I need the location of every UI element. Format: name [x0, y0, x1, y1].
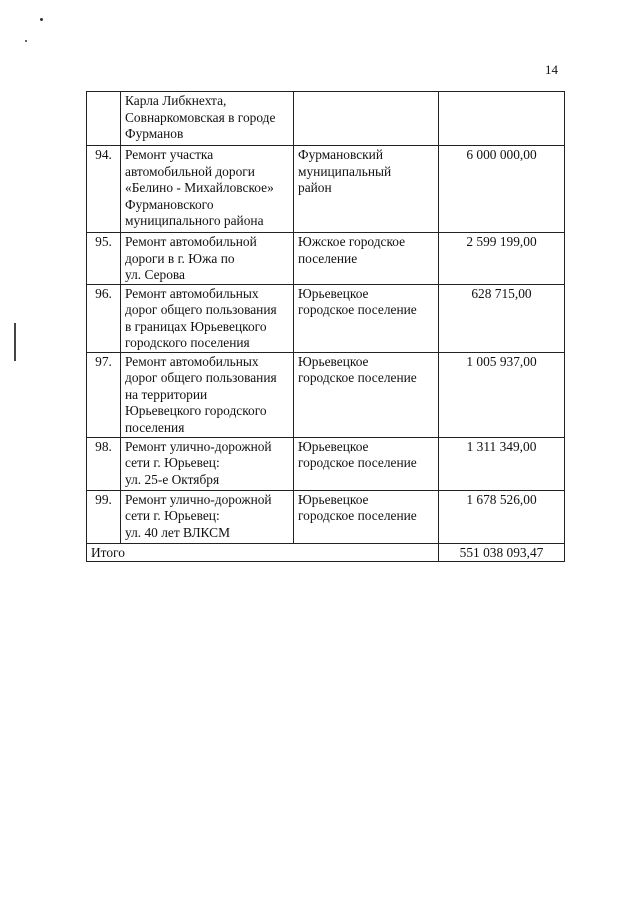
row-number: 94.: [87, 146, 121, 233]
total-amount: 551 038 093,47: [439, 543, 565, 562]
recipient: Южское городское поселение: [294, 233, 439, 285]
recipient: Юрьевецкое городское поселение: [294, 284, 439, 352]
work-description: Ремонт автомобильных дорог общего пользования в границах Юрьевецкого городского поселения: [121, 284, 294, 352]
recipient: Фурмановский муниципальный район: [294, 146, 439, 233]
work-description: Ремонт автомобильной дороги в г. Южа по ул. Серова: [121, 233, 294, 285]
amount: 628 715,00: [439, 284, 565, 352]
work-description: Ремонт улично-дорожной сети г. Юрьевец: ул. 40 лет ВЛКСМ: [121, 490, 294, 543]
work-description: Ремонт участка автомобильной дороги «Белино - Михайловское» Фурмановского муниципального района: [121, 146, 294, 233]
row-number: 97.: [87, 352, 121, 437]
total-row: [87, 543, 565, 562]
scan-speck: [40, 18, 43, 21]
amount: 1 005 937,00: [439, 352, 565, 437]
table-row: [87, 437, 565, 490]
table-row: [87, 92, 565, 146]
table-row: [87, 146, 565, 233]
recipient: Юрьевецкое городское поселение: [294, 352, 439, 437]
budget-table: [86, 91, 565, 562]
recipient: Юрьевецкое городское поселение: [294, 490, 439, 543]
row-number: [87, 92, 121, 146]
amount: 2 599 199,00: [439, 233, 565, 285]
work-description: Карла Либкнехта, Совнаркомовская в городе Фурманов: [121, 92, 294, 146]
total-label: Итого: [87, 543, 439, 562]
amount: 6 000 000,00: [439, 146, 565, 233]
table-row: [87, 233, 565, 285]
row-number: 96.: [87, 284, 121, 352]
recipient: Юрьевецкое городское поселение: [294, 437, 439, 490]
amount: 1 678 526,00: [439, 490, 565, 543]
table-row: [87, 284, 565, 352]
amount: [439, 92, 565, 146]
margin-mark: [14, 323, 16, 361]
row-number: 98.: [87, 437, 121, 490]
work-description: Ремонт улично-дорожной сети г. Юрьевец: ул. 25-е Октября: [121, 437, 294, 490]
amount: 1 311 349,00: [439, 437, 565, 490]
row-number: 95.: [87, 233, 121, 285]
page-number: 14: [545, 62, 558, 77]
recipient: [294, 92, 439, 146]
table-row: [87, 352, 565, 437]
scan-speck: [25, 40, 27, 42]
table-row: [87, 490, 565, 543]
work-description: Ремонт автомобильных дорог общего пользования на территории Юрьевецкого городского поселения: [121, 352, 294, 437]
row-number: 99.: [87, 490, 121, 543]
